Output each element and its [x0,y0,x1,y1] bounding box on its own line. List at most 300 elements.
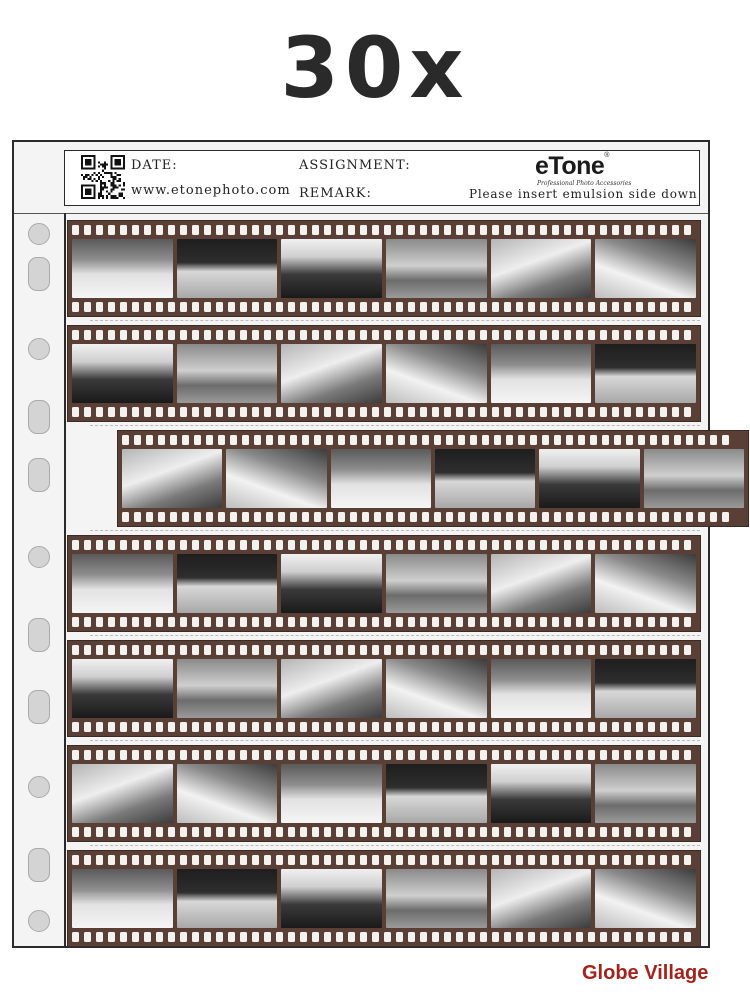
sprocket-hole [422,435,429,445]
sprocket-hole [444,407,451,417]
negative-frame [644,449,744,508]
sprocket-hole [204,855,211,865]
sprocket-hole [516,225,523,235]
sprocket-hole [672,750,679,760]
sprocket-hole [144,540,151,550]
sprocket-hole [420,407,427,417]
sprocket-hole [660,855,667,865]
sprocket-hole [288,645,295,655]
sprocket-hole [684,750,691,760]
sprocket-hole [228,330,235,340]
negative-frame [72,764,173,823]
sprocket-hole [132,855,139,865]
sprocket-hole [204,932,211,942]
sprocket-hole [372,617,379,627]
sprocket-hole [492,750,499,760]
sprocket-hole [504,540,511,550]
sprocket-hole [552,617,559,627]
sprocket-hole [624,540,631,550]
sprocket-hole [600,827,607,837]
sprocket-hole [96,302,103,312]
sprocket-hole [252,750,259,760]
sprocket-hole [396,932,403,942]
sprocket-hole [528,722,535,732]
film-strip [68,851,700,946]
sprocket-hole [324,407,331,417]
negative-frame [177,659,278,718]
sprocket-hole [576,932,583,942]
sprocket-hole [396,330,403,340]
sprocket-hole [684,617,691,627]
sprocket-hole [324,617,331,627]
sprocket-hole [336,722,343,732]
sprocket-hole [528,617,535,627]
sprocket-hole [722,435,729,445]
sprocket-hole [492,722,499,732]
sprocket-hole [686,435,693,445]
sprocket-hole [180,932,187,942]
sprocket-hole [540,540,547,550]
sprocket-hole [612,855,619,865]
sprocket-hole [458,435,465,445]
sprocket-hole [672,330,679,340]
sprocket-hole [156,617,163,627]
sprocket-hole [588,330,595,340]
watermark: Globe Village [582,962,709,984]
sprocket-hole [252,302,259,312]
sprocket-hole [72,302,79,312]
sprocket-hole [252,855,259,865]
sprocket-hole [348,302,355,312]
sprocket-hole [492,932,499,942]
sprocket-hole [482,512,489,522]
sprocket-hole [264,617,271,627]
sprocket-hole [456,722,463,732]
sprocket-hole [312,540,319,550]
sprocket-hole [636,645,643,655]
sprocket-hole [204,302,211,312]
pocket-divider [90,740,700,742]
sprocket-hole [348,407,355,417]
sprocket-hole [624,722,631,732]
sprocket-hole [470,512,477,522]
qr-code-icon [81,155,125,199]
sprocket-hole [456,225,463,235]
sprocket-hole [600,330,607,340]
sprocket-hole [156,750,163,760]
sprocket-hole [192,855,199,865]
sprocket-hole [324,540,331,550]
sprocket-hole [480,540,487,550]
sprocket-hole [686,512,693,522]
sprocket-hole [144,407,151,417]
sprocket-hole [612,617,619,627]
sprocket-hole [168,827,175,837]
sprocket-hole [408,617,415,627]
sprocket-hole [492,855,499,865]
sprocket-hole [266,435,273,445]
sprocket-hole [516,407,523,417]
sprocket-hole [216,302,223,312]
sprocket-hole [360,750,367,760]
sprocket-hole [108,855,115,865]
sprocket-hole [192,302,199,312]
sprocket-hole [492,330,499,340]
sprocket-hole [120,722,127,732]
sprocket-hole [230,512,237,522]
sprocket-hole [240,225,247,235]
sprocket-hole [168,407,175,417]
sprocket-hole [276,407,283,417]
sprocket-hole [444,302,451,312]
sprocket-hole [456,540,463,550]
sprocket-hole [96,330,103,340]
sprocket-hole [516,540,523,550]
binder-hole-icon [28,223,50,245]
sprocket-hole [492,540,499,550]
sprocket-hole [432,540,439,550]
sprocket-hole [288,225,295,235]
sprocket-hole [264,827,271,837]
sprocket-row [68,225,700,235]
sprocket-hole [168,645,175,655]
sprocket-hole [698,512,705,522]
negative-frame [281,869,382,928]
sprocket-hole [384,827,391,837]
sprocket-hole [192,750,199,760]
sprocket-hole [468,932,475,942]
sprocket-hole [348,827,355,837]
negative-frame [491,869,592,928]
sprocket-hole [504,330,511,340]
binder-margin-line [64,213,66,946]
sprocket-hole [312,932,319,942]
sprocket-hole [408,722,415,732]
sprocket-hole [636,617,643,627]
sprocket-hole [108,722,115,732]
brand-logo [535,152,609,181]
sprocket-hole [372,750,379,760]
sprocket-hole [516,302,523,312]
binder-hole-icon [28,776,50,798]
sprocket-hole [228,722,235,732]
sprocket-hole [444,827,451,837]
sprocket-hole [132,225,139,235]
sprocket-hole [564,855,571,865]
sprocket-hole [338,512,345,522]
sprocket-hole [84,827,91,837]
negative-frame [281,554,382,613]
sprocket-hole [600,750,607,760]
sprocket-hole [228,617,235,627]
sprocket-hole [240,302,247,312]
sprocket-hole [660,932,667,942]
sprocket-hole [408,407,415,417]
binder-hole-icon [28,338,50,360]
sprocket-hole [420,330,427,340]
sprocket-hole [494,435,501,445]
sprocket-hole [72,645,79,655]
sprocket-hole [636,330,643,340]
sprocket-hole [230,435,237,445]
sprocket-hole [350,512,357,522]
sprocket-hole [468,330,475,340]
sprocket-hole [468,225,475,235]
sprocket-hole [324,827,331,837]
sprocket-hole [410,435,417,445]
sprocket-hole [432,407,439,417]
sprocket-hole [698,435,705,445]
sprocket-hole [384,722,391,732]
sprocket-hole [480,302,487,312]
pocket-divider [90,530,700,532]
sprocket-hole [432,225,439,235]
sprocket-hole [480,407,487,417]
sprocket-hole [468,750,475,760]
sprocket-hole [120,932,127,942]
brand-tagline: Professional Photo Accessories [537,180,632,187]
sprocket-hole [108,617,115,627]
sprocket-hole [240,827,247,837]
sprocket-hole [288,302,295,312]
sprocket-hole [360,330,367,340]
sprocket-hole [300,750,307,760]
sprocket-hole [432,645,439,655]
sprocket-hole [132,645,139,655]
negative-frame [72,659,173,718]
sprocket-hole [252,932,259,942]
sprocket-row [68,330,700,340]
sprocket-hole [396,855,403,865]
sprocket-hole [420,827,427,837]
sprocket-hole [300,617,307,627]
sprocket-hole [312,722,319,732]
sprocket-hole [144,722,151,732]
sprocket-hole [216,722,223,732]
sprocket-hole [624,617,631,627]
sprocket-hole [710,512,717,522]
sprocket-hole [84,722,91,732]
sprocket-hole [336,827,343,837]
sprocket-hole [204,617,211,627]
sprocket-hole [72,225,79,235]
sprocket-hole [120,540,127,550]
sprocket-hole [456,617,463,627]
sprocket-hole [648,225,655,235]
sprocket-hole [132,722,139,732]
frame-row [72,869,696,928]
sprocket-hole [552,330,559,340]
sprocket-hole [432,722,439,732]
sprocket-hole [386,435,393,445]
sprocket-hole [300,645,307,655]
sprocket-hole [408,827,415,837]
sprocket-hole [360,932,367,942]
sprocket-hole [660,540,667,550]
sprocket-hole [636,855,643,865]
sprocket-hole [638,435,645,445]
sprocket-hole [180,722,187,732]
sprocket-hole [276,750,283,760]
sprocket-hole [660,645,667,655]
sprocket-hole [276,645,283,655]
sprocket-hole [504,932,511,942]
sprocket-hole [180,617,187,627]
sprocket-hole [156,407,163,417]
sprocket-hole [576,225,583,235]
sprocket-hole [108,302,115,312]
negative-frame [435,449,535,508]
binder-hole-icon [28,690,50,724]
sprocket-hole [134,512,141,522]
sprocket-hole [374,435,381,445]
sprocket-row [68,750,700,760]
sprocket-hole [218,435,225,445]
sprocket-hole [336,407,343,417]
sprocket-hole [684,932,691,942]
sprocket-hole [684,330,691,340]
sprocket-hole [216,750,223,760]
sprocket-hole [132,407,139,417]
sprocket-hole [540,302,547,312]
sprocket-hole [564,645,571,655]
sprocket-hole [504,722,511,732]
sprocket-hole [588,225,595,235]
sprocket-hole [710,435,717,445]
sprocket-hole [674,435,681,445]
sprocket-hole [564,225,571,235]
sprocket-hole [192,540,199,550]
sprocket-hole [384,855,391,865]
sprocket-hole [170,512,177,522]
sprocket-hole [564,302,571,312]
sprocket-hole [564,827,571,837]
sprocket-hole [252,827,259,837]
sprocket-hole [672,225,679,235]
sprocket-hole [204,827,211,837]
sprocket-hole [672,617,679,627]
sprocket-hole [542,512,549,522]
negative-frame [386,239,487,298]
sprocket-hole [108,750,115,760]
sprocket-hole [264,750,271,760]
sprocket-hole [552,722,559,732]
sprocket-hole [552,302,559,312]
sprocket-hole [648,827,655,837]
sprocket-hole [206,512,213,522]
sprocket-hole [278,512,285,522]
sprocket-hole [276,330,283,340]
sprocket-hole [600,225,607,235]
negative-frame [177,764,278,823]
sprocket-hole [516,617,523,627]
sprocket-hole [554,435,561,445]
sprocket-hole [144,750,151,760]
sprocket-hole [636,540,643,550]
sprocket-hole [288,932,295,942]
sprocket-hole [554,512,561,522]
sprocket-hole [612,540,619,550]
sprocket-hole [120,617,127,627]
binder-hole-icon [28,910,50,932]
sprocket-hole [578,512,585,522]
sprocket-hole [158,435,165,445]
sprocket-hole [336,302,343,312]
sprocket-hole [636,407,643,417]
negative-frame [491,344,592,403]
sprocket-hole [228,827,235,837]
sprocket-hole [432,330,439,340]
sprocket-hole [278,435,285,445]
sprocket-hole [300,932,307,942]
sprocket-hole [288,722,295,732]
sprocket-hole [216,645,223,655]
sprocket-hole [576,540,583,550]
sprocket-hole [168,855,175,865]
sprocket-hole [84,645,91,655]
negative-frame [491,659,592,718]
sprocket-hole [672,302,679,312]
sprocket-hole [444,225,451,235]
sprocket-hole [350,435,357,445]
sprocket-hole [300,827,307,837]
sprocket-hole [468,540,475,550]
sprocket-hole [624,932,631,942]
sprocket-hole [384,932,391,942]
negative-frame [281,659,382,718]
sprocket-row [68,617,700,627]
sprocket-hole [468,722,475,732]
sprocket-hole [182,435,189,445]
sprocket-hole [636,302,643,312]
sprocket-hole [564,617,571,627]
sprocket-hole [408,932,415,942]
sprocket-hole [120,645,127,655]
sprocket-hole [312,617,319,627]
sprocket-hole [144,330,151,340]
sprocket-hole [492,225,499,235]
sprocket-hole [146,512,153,522]
sprocket-hole [182,512,189,522]
sprocket-hole [590,435,597,445]
sprocket-hole [648,750,655,760]
sprocket-hole [422,512,429,522]
sprocket-hole [576,750,583,760]
sprocket-hole [132,330,139,340]
negative-frame [281,344,382,403]
sprocket-hole [218,512,225,522]
sprocket-hole [434,435,441,445]
sprocket-hole [530,512,537,522]
sprocket-hole [540,750,547,760]
sprocket-row [68,855,700,865]
sprocket-hole [674,512,681,522]
sprocket-hole [144,225,151,235]
sprocket-hole [588,617,595,627]
binder-hole-icon [28,257,50,291]
sprocket-hole [134,435,141,445]
sprocket-hole [372,722,379,732]
sprocket-hole [684,855,691,865]
negative-frame [72,344,173,403]
sprocket-hole [84,932,91,942]
sprocket-hole [444,645,451,655]
sprocket-hole [132,932,139,942]
sprocket-hole [360,855,367,865]
sprocket-row [68,827,700,837]
sprocket-hole [288,827,295,837]
negative-frame [491,554,592,613]
